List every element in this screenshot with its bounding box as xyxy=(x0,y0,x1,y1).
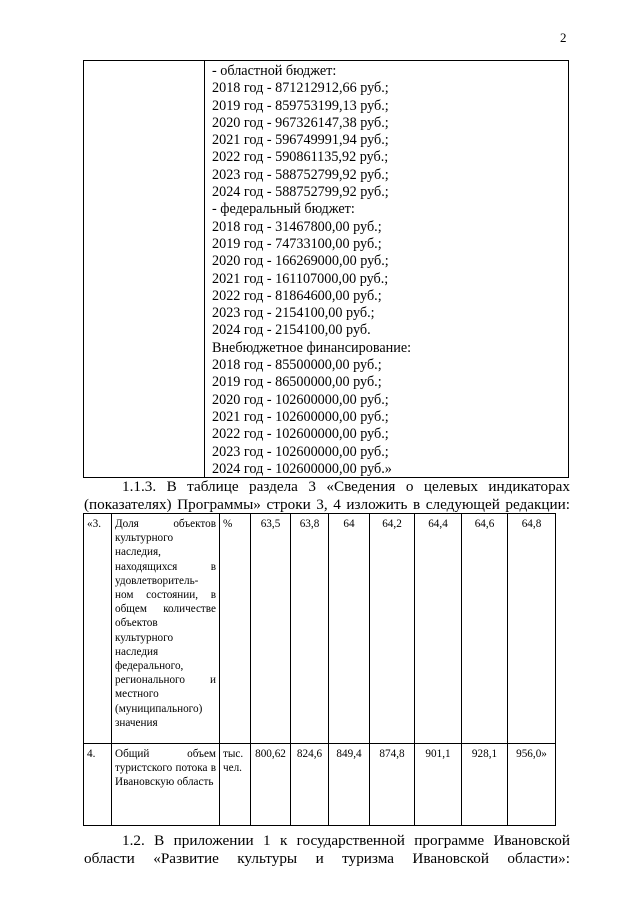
indicator-value: 824,6 xyxy=(291,744,329,826)
paragraph-1-2 xyxy=(84,832,570,868)
funding-line: 2023 год - 2154100,00 руб.; xyxy=(212,305,375,322)
indicator-value: 64,8 xyxy=(508,514,556,744)
paragraph-line: области «Развитие культуры и туризма Ивановской области»: xyxy=(84,850,570,867)
table-row xyxy=(84,514,556,744)
funding-line: 2022 год - 81864600,00 руб.; xyxy=(212,287,382,304)
paragraph-line: 1.2. В приложении 1 к государственной программе Ивановской xyxy=(122,832,570,849)
row-number: «3. xyxy=(84,514,112,744)
indicator-unit: % xyxy=(220,514,251,744)
indicator-name: Доля объектов культурного наследия, находящихся в удовлетворитель-ном состоянии, в общем количестве объектов культурного наследия федерального, регионального и местного (муниципального) значения xyxy=(112,514,220,744)
indicator-value: 64 xyxy=(329,514,370,744)
funding-line: 2023 год - 588752799,92 руб.; xyxy=(212,166,389,183)
indicator-value: 928,1 xyxy=(462,744,508,826)
table-row xyxy=(84,744,556,826)
indicator-value: 63,8 xyxy=(291,514,329,744)
funding-line: 2021 год - 596749991,94 руб.; xyxy=(212,132,389,149)
funding-line: 2024 год - 2154100,00 руб. xyxy=(212,322,371,339)
funding-line: 2018 год - 31467800,00 руб.; xyxy=(212,218,382,235)
indicator-value: 800,62 xyxy=(251,744,291,826)
indicator-value: 849,4 xyxy=(329,744,370,826)
indicator-unit: тыс. чел. xyxy=(220,744,251,826)
column-divider xyxy=(204,61,205,477)
funding-line: 2020 год - 967326147,38 руб.; xyxy=(212,114,389,131)
funding-line: 2024 год - 102600000,00 руб.» xyxy=(212,460,392,477)
indicator-value: 874,8 xyxy=(370,744,415,826)
indicator-name: Общий объем туристского потока в Ивановскую область xyxy=(112,744,220,826)
funding-line: 2020 год - 102600000,00 руб.; xyxy=(212,391,389,408)
funding-line: 2021 год - 161107000,00 руб.; xyxy=(212,270,389,287)
funding-line: 2024 год - 588752799,92 руб.; xyxy=(212,184,389,201)
indicator-value: 63,5 xyxy=(251,514,291,744)
row-number: 4. xyxy=(84,744,112,826)
funding-line: 2019 год - 74733100,00 руб.; xyxy=(212,235,382,252)
funding-line: 2019 год - 859753199,13 руб.; xyxy=(212,97,389,114)
funding-line: 2018 год - 85500000,00 руб.; xyxy=(212,357,382,374)
funding-line: 2022 год - 590861135,92 руб.; xyxy=(212,149,389,166)
indicator-value: 901,1 xyxy=(415,744,462,826)
funding-lines xyxy=(212,63,411,478)
funding-line: 2021 год - 102600000,00 руб.; xyxy=(212,408,389,425)
page-number: 2 xyxy=(560,30,567,45)
paragraph-line: 1.1.3. В таблице раздела 3 «Сведения о целевых индикаторах xyxy=(122,478,570,495)
funding-line: 2018 год - 871212912,66 руб.; xyxy=(212,80,389,97)
indicator-value: 64,2 xyxy=(370,514,415,744)
indicator-value: 64,6 xyxy=(462,514,508,744)
funding-line: - федеральный бюджет: xyxy=(212,201,355,218)
funding-table xyxy=(83,60,569,478)
funding-line: 2023 год - 102600000,00 руб.; xyxy=(212,443,389,460)
funding-line: 2020 год - 166269000,00 руб.; xyxy=(212,253,389,270)
funding-line: 2019 год - 86500000,00 руб.; xyxy=(212,374,382,391)
indicator-value: 956,0» xyxy=(508,744,556,826)
paragraph-1-1-3 xyxy=(84,478,570,514)
funding-line: 2022 год - 102600000,00 руб.; xyxy=(212,426,389,443)
funding-line: - областной бюджет: xyxy=(212,63,337,79)
indicators-table xyxy=(83,513,556,826)
funding-line: Внебюджетное финансирование: xyxy=(212,339,412,356)
indicator-value: 64,4 xyxy=(415,514,462,744)
paragraph-line: (показателях) Программы» строки 3, 4 изложить в следующей редакции: xyxy=(84,496,570,513)
